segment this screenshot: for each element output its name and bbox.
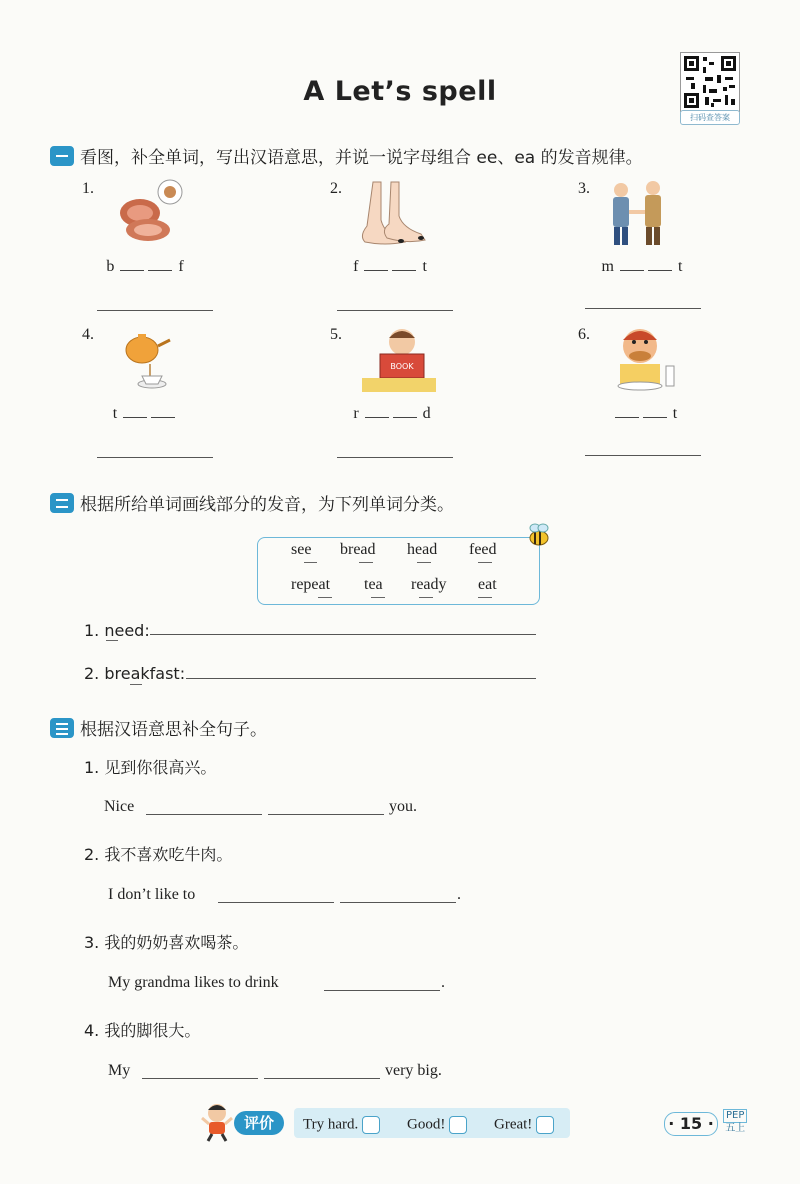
answer-line[interactable] [146, 814, 262, 815]
answer-line[interactable] [150, 634, 536, 635]
item-number: 1. [82, 180, 94, 197]
letter-blank[interactable] [365, 405, 389, 418]
letter-blank[interactable] [392, 258, 416, 271]
bee-icon [526, 522, 552, 548]
q-breakfast: 2. breakfast: [84, 664, 186, 683]
en-start-3: My grandma likes to drink [108, 974, 279, 991]
sound-underline [371, 597, 385, 598]
sound-underline [478, 597, 492, 598]
word-repeat: repeat [291, 576, 331, 593]
sound-underline [318, 597, 332, 598]
cn-sentence-4: 4. 我的脚很大。 [84, 1021, 201, 1040]
letter-blank[interactable] [643, 405, 667, 418]
answer-line[interactable] [324, 990, 440, 991]
letter-blank[interactable] [123, 405, 147, 418]
letter-blank[interactable] [148, 258, 172, 271]
section-2-number-icon [50, 493, 74, 513]
option-good: Good! [407, 1116, 467, 1134]
item-number: 6. [578, 326, 590, 343]
good-checkbox[interactable] [449, 1116, 467, 1134]
section-3-number-icon [50, 718, 74, 738]
cn-sentence-1: 1. 见到你很高兴。 [84, 758, 217, 777]
letter-blank[interactable] [393, 405, 417, 418]
answer-line[interactable] [340, 902, 456, 903]
letter-blank[interactable] [648, 258, 672, 271]
eat-picture [606, 324, 678, 392]
spell-item-5: r d [353, 405, 431, 422]
word-eat: eat [478, 576, 497, 593]
svg-text:BOOK: BOOK [390, 362, 414, 371]
meaning-line[interactable] [585, 308, 701, 309]
en-start-4: My [108, 1062, 131, 1079]
sound-underline [106, 640, 118, 641]
spell-item-4: t [80, 405, 210, 423]
word-see: see [291, 541, 312, 558]
en-end-2: . [457, 886, 461, 903]
section-3-heading: 根据汉语意思补全句子。 [50, 715, 267, 740]
meaning-line[interactable] [337, 310, 453, 311]
en-start-2: I don’t like to [108, 886, 196, 903]
spell-item-6: t [580, 405, 710, 423]
letter-blank[interactable] [615, 405, 639, 418]
answer-line[interactable] [218, 902, 334, 903]
meet-picture [605, 180, 670, 248]
en-end-3: . [441, 974, 445, 991]
section-1-number-icon [50, 146, 74, 166]
evaluation-label: 评价 [234, 1111, 284, 1135]
word-feed: feed [469, 541, 497, 558]
spell-item-1: b f [106, 258, 184, 275]
beef-picture [110, 178, 185, 248]
sound-underline [130, 684, 142, 685]
cn-sentence-3: 3. 我的奶奶喜欢喝茶。 [84, 933, 249, 952]
meaning-line[interactable] [585, 455, 701, 456]
option-great: Great! [494, 1116, 554, 1134]
word-tea: tea [364, 576, 383, 593]
answer-line[interactable] [268, 814, 384, 815]
item-number: 3. [578, 180, 590, 197]
try-hard-checkbox[interactable] [362, 1116, 380, 1134]
meaning-line[interactable] [97, 457, 213, 458]
item-number: 2. [330, 180, 342, 197]
letter-blank[interactable] [120, 258, 144, 271]
spell-item-2: f t [353, 258, 427, 275]
letter-blank[interactable] [151, 405, 175, 418]
great-checkbox[interactable] [536, 1116, 554, 1134]
letter-blank[interactable] [364, 258, 388, 271]
word-head: head [407, 541, 438, 558]
section-1-heading: 看图，补全单词，写出汉语意思，并说一说字母组合 ee、ea 的发音规律。 [50, 143, 643, 168]
sound-underline [417, 562, 431, 563]
item-number: 5. [330, 326, 342, 343]
q-need: 1. need: [84, 621, 150, 640]
en-end-4: very big. [385, 1062, 442, 1079]
word-ready: ready [411, 576, 447, 593]
sound-underline [304, 562, 317, 563]
word-bread: bread [340, 541, 376, 558]
sound-underline [359, 562, 373, 563]
en-end-1: you. [389, 798, 417, 815]
sound-underline [419, 597, 433, 598]
option-try-hard: Try hard. [303, 1116, 380, 1134]
page-title: A Let’s spell [303, 76, 497, 107]
qr-label: 扫码查答案 [680, 110, 740, 125]
answer-line[interactable] [186, 678, 536, 679]
mascot-icon [200, 1102, 234, 1142]
feet-picture [355, 180, 430, 248]
meaning-line[interactable] [337, 457, 453, 458]
section-2-heading: 根据所给单词画线部分的发音，为下列单词分类。 [50, 490, 454, 515]
item-number: 4. [82, 326, 94, 343]
sound-underline [478, 562, 492, 563]
cn-sentence-2: 2. 我不喜欢吃牛肉。 [84, 845, 233, 864]
read-picture [360, 326, 438, 394]
page-number: · 15 · [664, 1112, 718, 1136]
answer-line[interactable] [142, 1078, 258, 1079]
spell-item-3: m t [601, 258, 683, 275]
edition-badge: PEP 五上 [723, 1109, 747, 1135]
meaning-line[interactable] [97, 310, 213, 311]
en-start-1: Nice [104, 798, 135, 815]
letter-blank[interactable] [620, 258, 644, 271]
answer-line[interactable] [264, 1078, 380, 1079]
qr-code[interactable] [680, 52, 740, 112]
tea-picture [118, 328, 178, 392]
